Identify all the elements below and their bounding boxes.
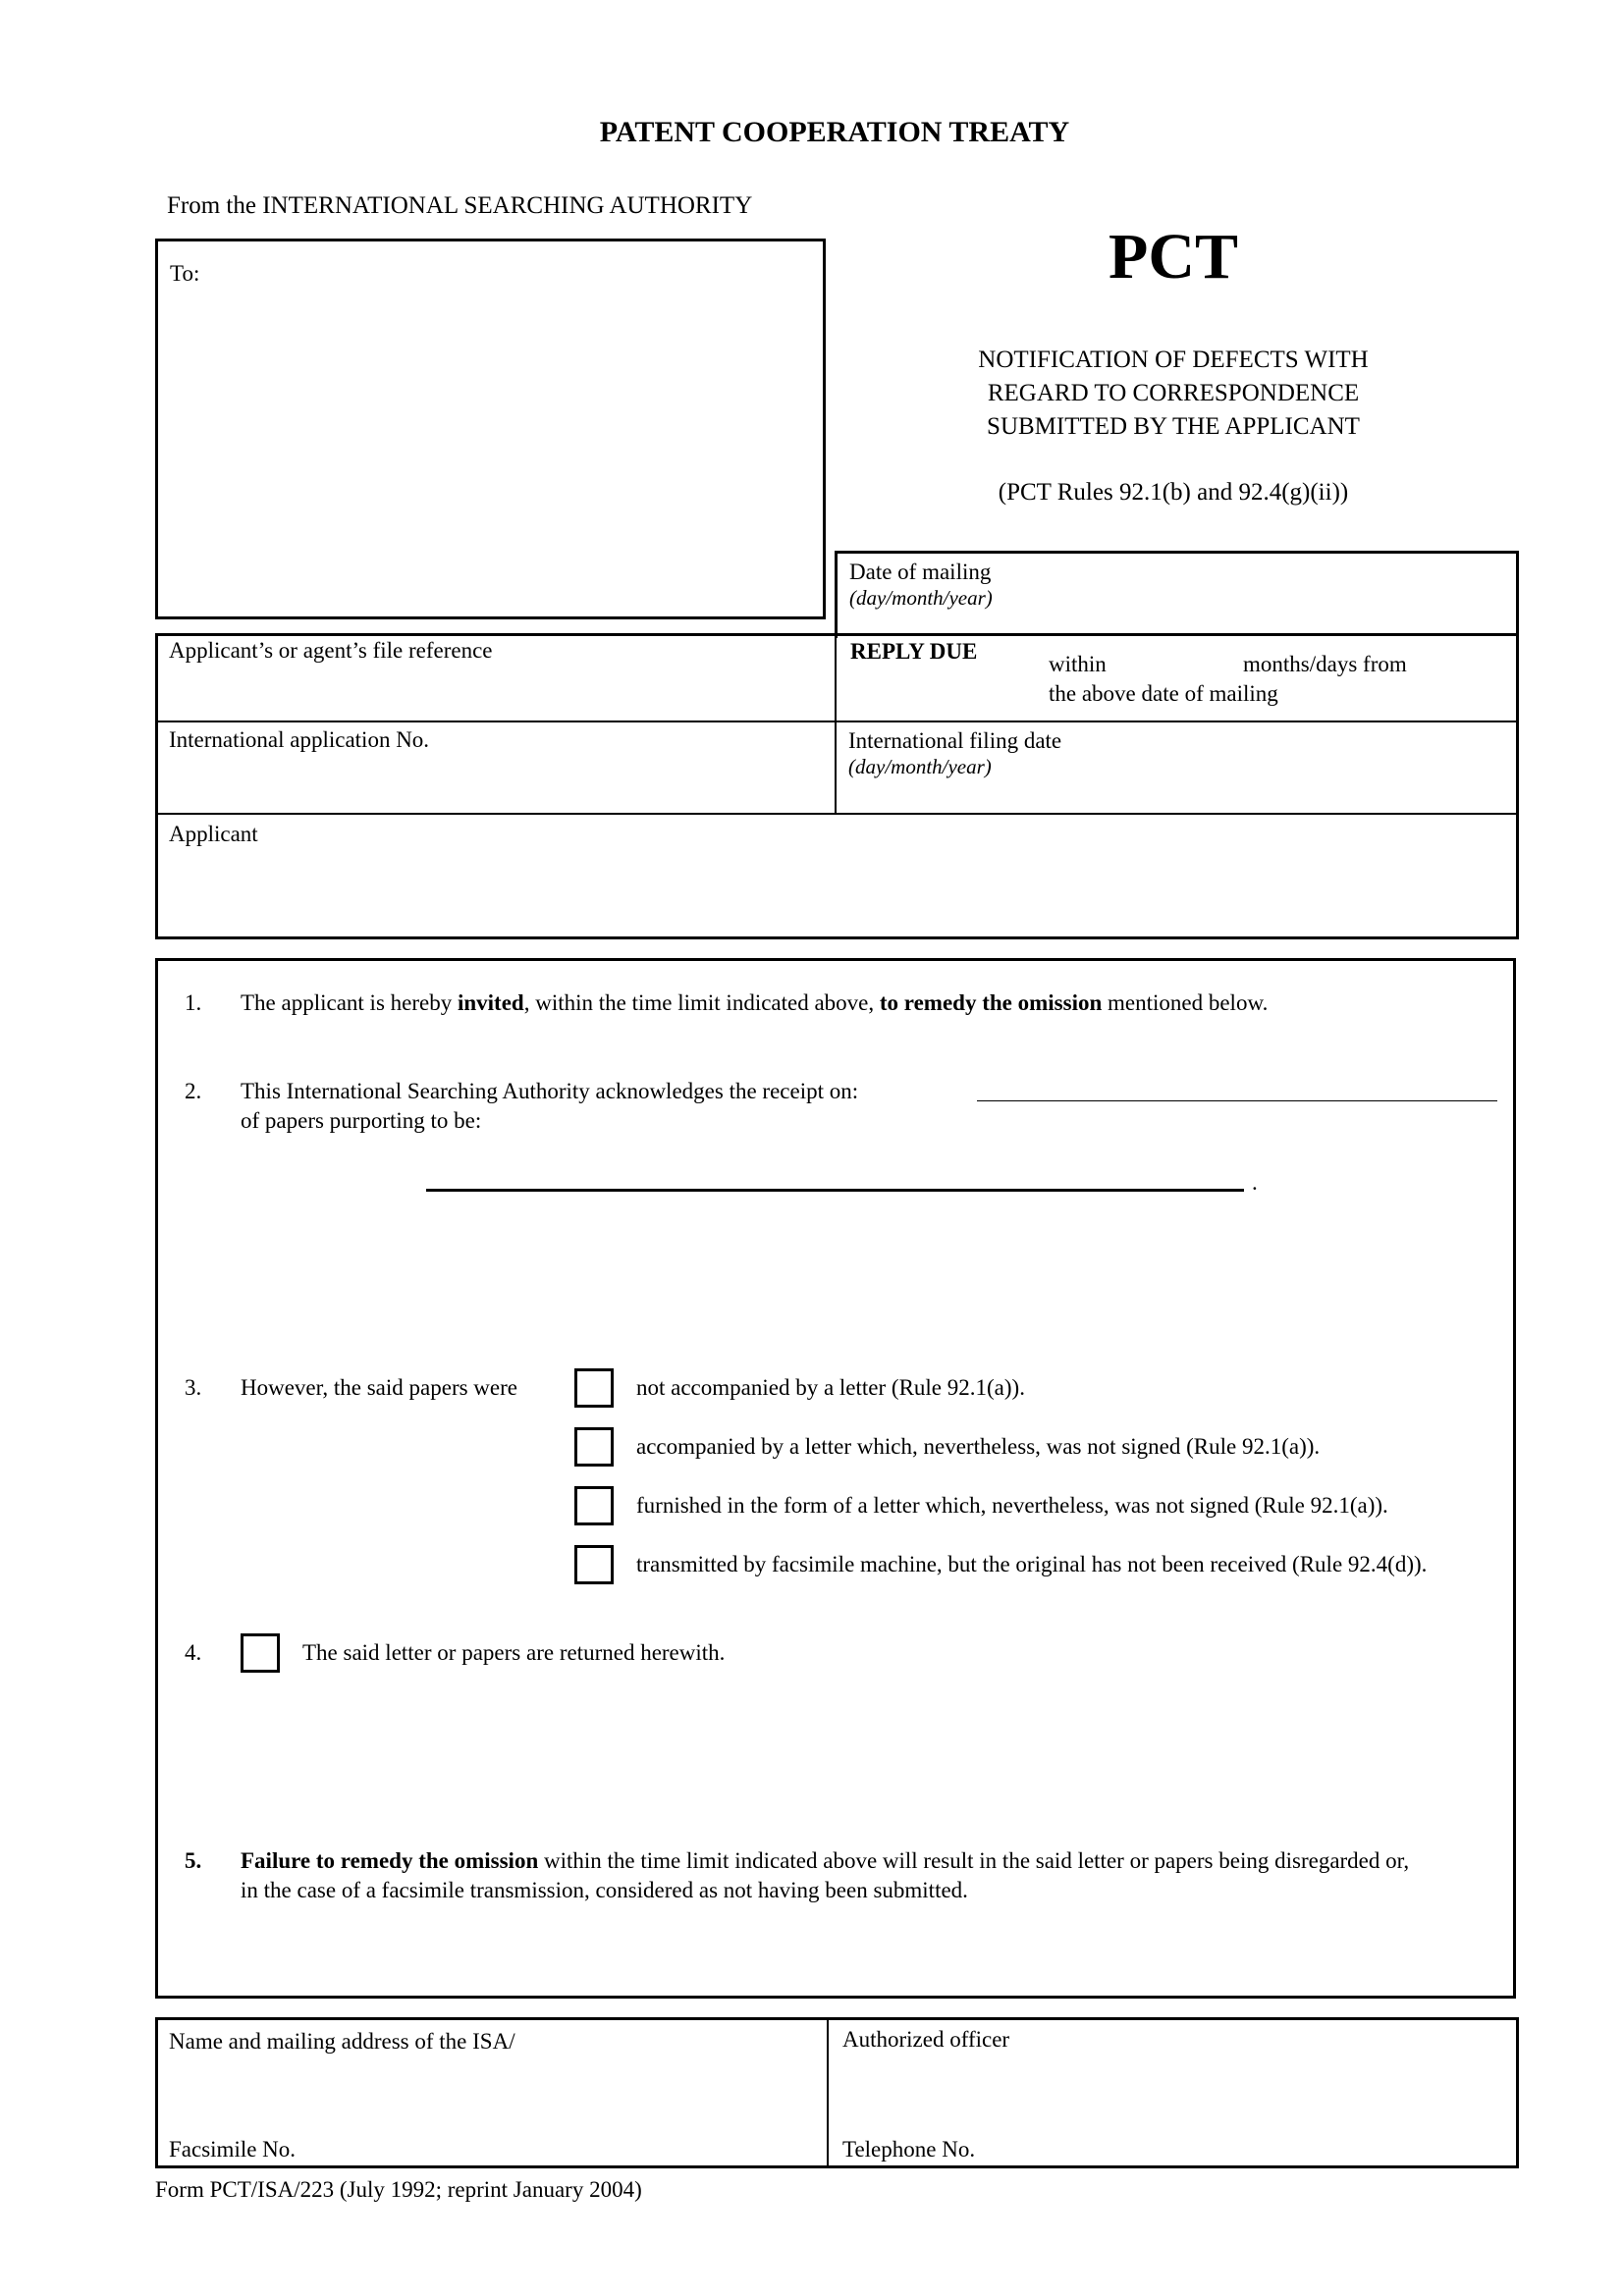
checkbox-letter-form-unsigned[interactable]: [574, 1486, 614, 1525]
months-days-from-label: months/days from: [1243, 652, 1407, 676]
page-title: PATENT COOPERATION TREATY: [599, 116, 1070, 148]
above-date-label: the above date of mailing: [1049, 681, 1278, 706]
option-accompanied-unsigned: accompanied by a letter which, nevertheless, was not signed (Rule 92.1(a)).: [636, 1434, 1321, 1459]
item-3-number: 3.: [185, 1375, 202, 1400]
date-of-mailing-box[interactable]: [835, 551, 1519, 638]
receipt-date-line[interactable]: [977, 1100, 1497, 1101]
option-facsimile-no-original: transmitted by facsimile machine, but the original has not been received (Rule 92.4(d)).: [636, 1552, 1428, 1576]
applicant-label: Applicant: [169, 822, 258, 846]
file-reference-label: Applicant’s or agent’s file reference: [169, 638, 493, 663]
checkbox-accompanied-unsigned[interactable]: [574, 1427, 614, 1467]
to-label: To:: [170, 261, 200, 286]
reply-due-label: REPLY DUE: [850, 639, 978, 664]
intl-filing-date-label: International filing date: [848, 728, 1062, 753]
checkbox-facsimile-no-original[interactable]: [574, 1545, 614, 1584]
rules-reference: (PCT Rules 92.1(b) and 92.4(g)(ii)): [998, 479, 1349, 506]
item-2-number: 2.: [185, 1079, 202, 1103]
isa-address-label: Name and mailing address of the ISA/: [169, 2029, 515, 2054]
checkbox-not-accompanied[interactable]: [574, 1368, 614, 1408]
authorized-officer-label: Authorized officer: [842, 2027, 1010, 2052]
notification-title-line-3: SUBMITTED BY THE APPLICANT: [987, 413, 1360, 440]
item-5-line-2: in the case of a facsimile transmission, considered as not having been submitted.: [241, 1878, 968, 1902]
from-line: From the INTERNATIONAL SEARCHING AUTHORITY: [167, 192, 753, 219]
form-reference: Form PCT/ISA/223 (July 1992; reprint January 2004): [155, 2177, 642, 2202]
intl-filing-date-format: (day/month/year): [848, 755, 992, 778]
pct-logo: PCT: [1109, 221, 1238, 293]
item-2-line-1: This International Searching Authority acknowledges the receipt on:: [241, 1079, 859, 1103]
notification-title-line-1: NOTIFICATION OF DEFECTS WITH: [978, 347, 1369, 373]
item-4-number: 4.: [185, 1640, 202, 1665]
telephone-label: Telephone No.: [842, 2137, 976, 2162]
item-2-line-2: of papers purporting to be:: [241, 1108, 482, 1133]
to-address-box[interactable]: [155, 239, 826, 619]
checkbox-papers-returned[interactable]: [241, 1633, 280, 1673]
within-label: within: [1049, 652, 1107, 676]
item-4-text: The said letter or papers are returned herewith.: [302, 1640, 726, 1665]
item-1-number: 1.: [185, 990, 202, 1015]
notification-title-line-2: REGARD TO CORRESPONDENCE: [987, 380, 1360, 406]
date-of-mailing-label: Date of mailing: [849, 560, 992, 584]
facsimile-label: Facsimile No.: [169, 2137, 297, 2162]
option-letter-form-unsigned: furnished in the form of a letter which, nevertheless, was not signed (Rule 92.1(a)).: [636, 1493, 1388, 1518]
item-1-text: The applicant is hereby invited, within the time limit indicated above, to remedy the omission mentioned below.: [241, 990, 1269, 1015]
item-2-period: .: [1252, 1170, 1258, 1195]
intl-application-no-label: International application No.: [169, 727, 430, 752]
item-5-number: 5.: [185, 1848, 202, 1873]
date-of-mailing-format: (day/month/year): [849, 586, 993, 610]
option-not-accompanied: not accompanied by a letter (Rule 92.1(a)).: [636, 1375, 1025, 1400]
papers-purporting-line[interactable]: [426, 1189, 1244, 1192]
item-3-label: However, the said papers were: [241, 1375, 517, 1400]
item-5-line-1: Failure to remedy the omission within the time limit indicated above will result in the said letter or papers being disregarded or,: [241, 1848, 1410, 1873]
